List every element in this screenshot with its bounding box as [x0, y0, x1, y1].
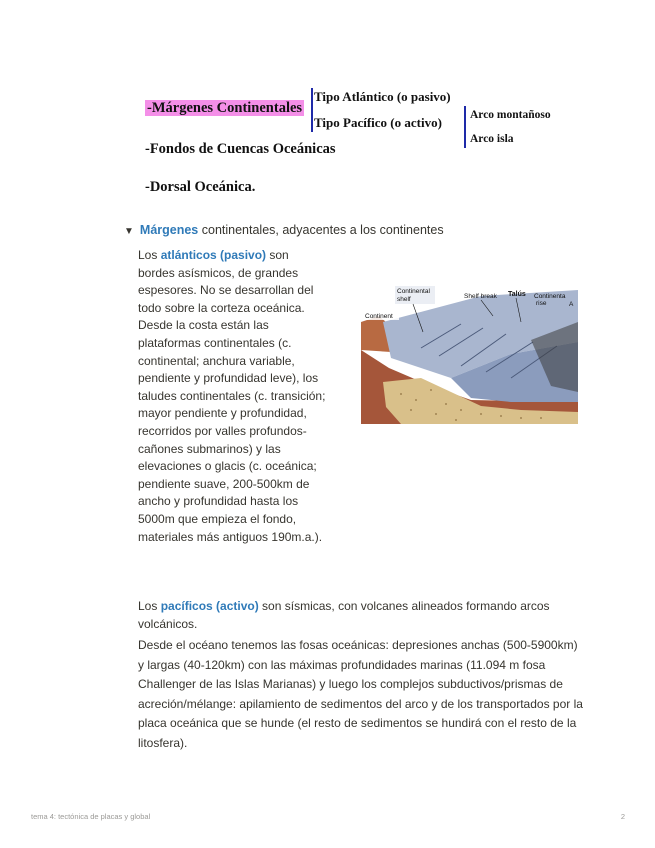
- outline-arco-montanoso: Arco montañoso: [470, 109, 551, 121]
- diagram-label-a: A: [569, 301, 574, 308]
- outline-fondos: -Fondos de Cuencas Oceánicas: [145, 141, 336, 157]
- diagram-label-shelf-1: Continental: [397, 288, 430, 295]
- paragraph-intro: Los: [138, 248, 161, 262]
- paragraph-body: son sísmicas, con volcanes alineados formando arcos volcánicos.: [138, 599, 550, 631]
- outline-margenes: [145, 100, 304, 117]
- paragraph-pacificos: [138, 598, 588, 633]
- outline-tipo-pacifico: Tipo Pacífico (o activo): [314, 115, 442, 130]
- diagram-label-rise-2: rise: [536, 300, 547, 307]
- toggle-heading[interactable]: [124, 223, 444, 237]
- diagram-label-shelf-2: shelf: [397, 296, 411, 303]
- triangle-down-icon[interactable]: ▼: [124, 226, 134, 237]
- margin-block-diagram: [361, 282, 578, 424]
- diagram-label-rise-1: Continenta: [534, 293, 566, 300]
- paragraph-intro: Los: [138, 599, 161, 613]
- outline-image: [0, 0, 655, 210]
- page-number: 2: [620, 812, 625, 821]
- outline-tipo-atlantico: Tipo Atlántico (o pasivo): [314, 89, 451, 104]
- outline-bracket-2: [464, 106, 466, 148]
- diagram-label-talus: Talús: [508, 291, 526, 298]
- toggle-highlight: Márgenes: [139, 223, 199, 237]
- outline-margenes-highlight: -Márgenes Continentales: [147, 100, 303, 116]
- paragraph-body: son bordes asísmicos, de grandes espesores. No se desarrollan del todo sobre la corteza oceánica. Desde la costa están las plataformas continentales (c. continental; anchura variable, pendiente y profundidad leve), los taludes continentales (c. transición; mayor pendiente y profundidad, recorridos por valles profundos-cañones submarinos) y las elevaciones o glacis (c. oceánica; pendiente suave, 200-500km de ancho y profundidad hasta los 5000m que empieza el fondo, materiales más antiguos 190m.a.).: [138, 248, 326, 544]
- outline-arco-isla: Arco isla: [470, 133, 514, 145]
- outline-dorsal: -Dorsal Oceánica.: [145, 179, 256, 195]
- paragraph-highlight: atlánticos (pasivo): [160, 248, 267, 262]
- diagram-label-continent: Continent: [365, 313, 393, 320]
- toggle-text: continentales, adyacentes a los continentes: [198, 223, 444, 237]
- paragraph-fosas: Desde el océano tenemos las fosas oceánicas: depresiones anchas (500-5900km) y largas (40-120km) con las máximas profundidades marinas (11.094 m fosa Challenger de las Islas Marianas) y luego los complejos subductivos/prismas de acreción/mélange: apilamiento de sedimentos del arco y de los transportados por la placa oceánica que se hunde (el resto de sedimentos se hundirá con el resto de la litosfera).: [138, 638, 583, 750]
- margin-diagram-svg: [361, 282, 578, 424]
- paragraph-atlanticos: [138, 247, 328, 546]
- paragraph-highlight: pacíficos (activo): [160, 599, 259, 613]
- footer-title: tema 4: tectónica de placas y global: [31, 812, 151, 821]
- diagram-label-break: Shelf break: [464, 293, 497, 300]
- outline-bracket-1: [311, 88, 313, 132]
